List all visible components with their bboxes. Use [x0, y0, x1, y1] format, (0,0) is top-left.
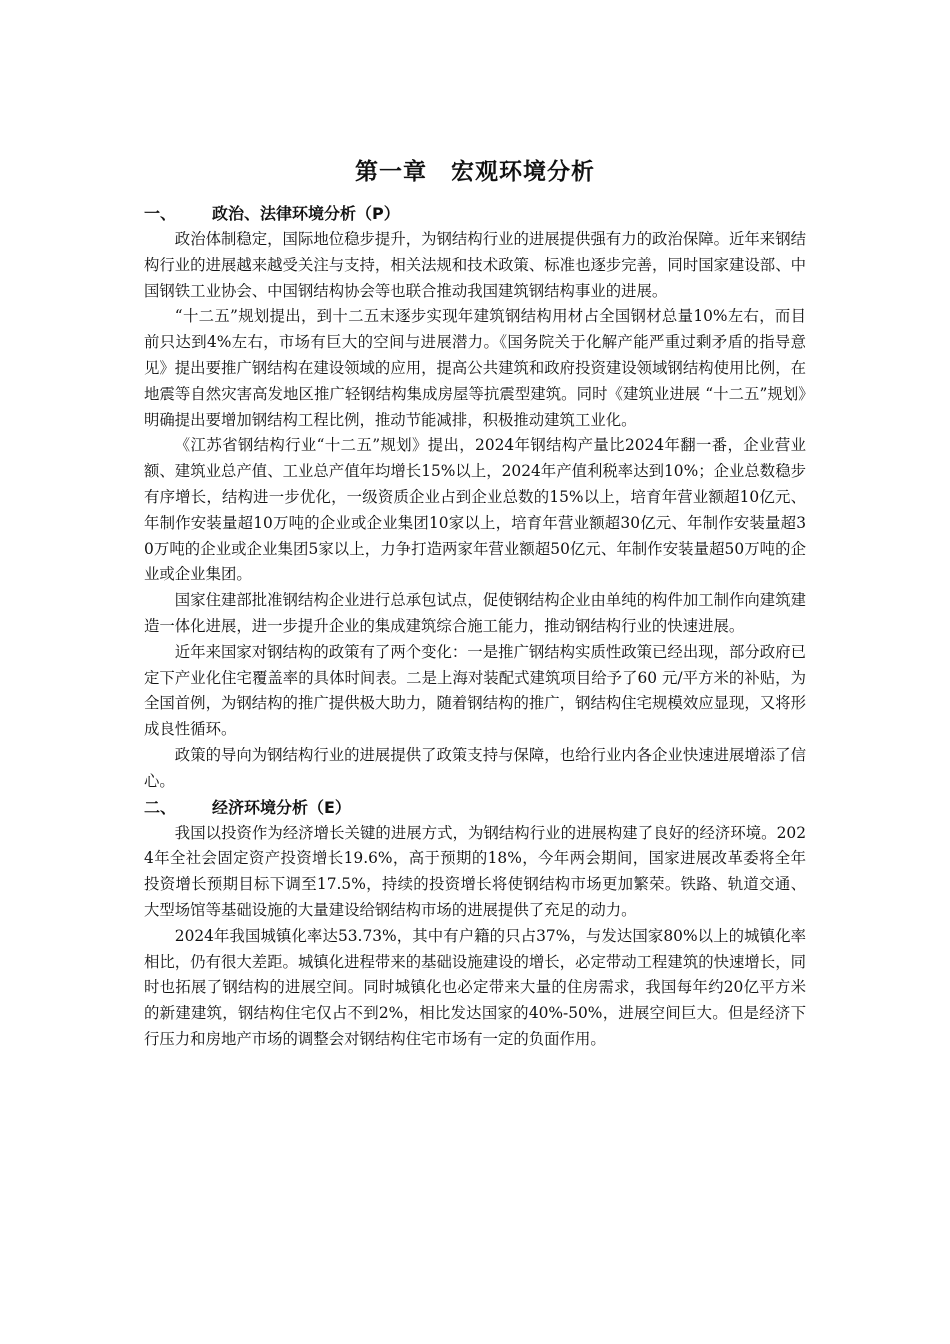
section-heading-economic [144, 795, 806, 821]
section-title: 经济环境分析（E） [212, 797, 351, 817]
paragraph: 我国以投资作为经济增长关键的进展方式，为钢结构行业的进展构建了良好的经济环境。2024年全社会固定资产投资增长19.6%，高于预期的18%，今年两会期间，国家进展改革委将全年投资增长预期目标下调至17.5%，持续的投资增长将使钢结构市场更加繁荣。铁路、轨道交通、大型场馆等基础设施的大量建设给钢结构市场的进展提供了充足的动力。 [144, 823, 806, 919]
paragraph: 2024年我国城镇化率达53.73%，其中有户籍的只占37%，与发达国家80%以上的城镇化率相比，仍有很大差距。城镇化进程带来的基础设施建设的增长，必定带动工程建筑的快速增长，同时也拓展了钢结构的进展空间。同时城镇化也必定带来大量的住房需求，我国每年约20亿平方米的新建建筑，钢结构住宅仅占不到2%，相比发达国家的40%-50%，进展空间巨大。但是经济下行压力和房地产市场的调整会对钢结构住宅市场有一定的负面作用。 [144, 926, 806, 1048]
section-number: 二、 [144, 797, 177, 817]
paragraph: “十二五”规划提出，到十二五末逐步实现年建筑钢结构用材占全国钢材总量10%左右，而目前只达到4%左右，市场有巨大的空间与进展潜力。《国务院关于化解产能严重过剩矛盾的指导意见》提出要推广钢结构在建设领域的应用，提高公共建筑和政府投资建设领域钢结构使用比例，在地震等自然灾害高发地区推广轻钢结构集成房屋等抗震型建筑。同时《建筑业进展 “十二五”规划》明确提出要增加钢结构工程比例，推动节能减排，积极推动建筑工业化。 [144, 307, 806, 429]
paragraph: 国家住建部批准钢结构企业进行总承包试点，促使钢结构企业由单纯的构件加工制作向建筑建造一体化进展，进一步提升企业的集成建筑综合施工能力，推动钢结构行业的快速进展。 [144, 591, 806, 635]
document-page [144, 155, 806, 1053]
chapter-title: 第一章 宏观环境分析 [355, 159, 595, 185]
section-number: 一、 [144, 204, 177, 223]
paragraph: 政策的导向为钢结构行业的进展提供了政策支持与保障，也给行业内各企业快速进展增添了信心。 [144, 745, 806, 790]
paragraph: 政治体制稳定，国际地位稳步提升，为钢结构行业的进展提供强有力的政治保障。近年来钢结构行业的进展越来越受关注与支持，相关法规和技术政策、标准也逐步完善，同时国家建设部、中国钢铁工业协会、中国钢结构协会等也联合推动我国建筑钢结构事业的进展。 [144, 230, 806, 300]
paragraph: 近年来国家对钢结构的政策有了两个变化：一是推广钢结构实质性政策已经出现，部分政府已定下产业化住宅覆盖率的具体时间表。二是上海对装配式建筑项目给予了60 元/平方米的补贴，为全国首例，为钢结构的推广提供极大助力，随着钢结构的推广，钢结构住宅规模效应显现，又将形成良性循环。 [144, 642, 806, 739]
section-title: 政治、法律环境分析（P） [212, 204, 400, 223]
paragraph: 《江苏省钢结构行业“十二五”规划》提出，2024年钢结构产量比2024年翻一番，企业营业额、建筑业总产值、工业总产值年均增长15%以上，2024年产值利税率达到10%；企业总数稳步有序增长，结构进一步优化，一级资质企业占到企业总数的15%以上，培育年营业额超10亿元、年制作安装量超10万吨的企业或企业集团10家以上，培育年营业额超30亿元、年制作安装量超30万吨的企业或企业集团5家以上，力争打造两家年营业额超50亿元、年制作安装量超50万吨的企业或企业集团。 [144, 436, 806, 584]
section-heading-political [144, 201, 806, 227]
